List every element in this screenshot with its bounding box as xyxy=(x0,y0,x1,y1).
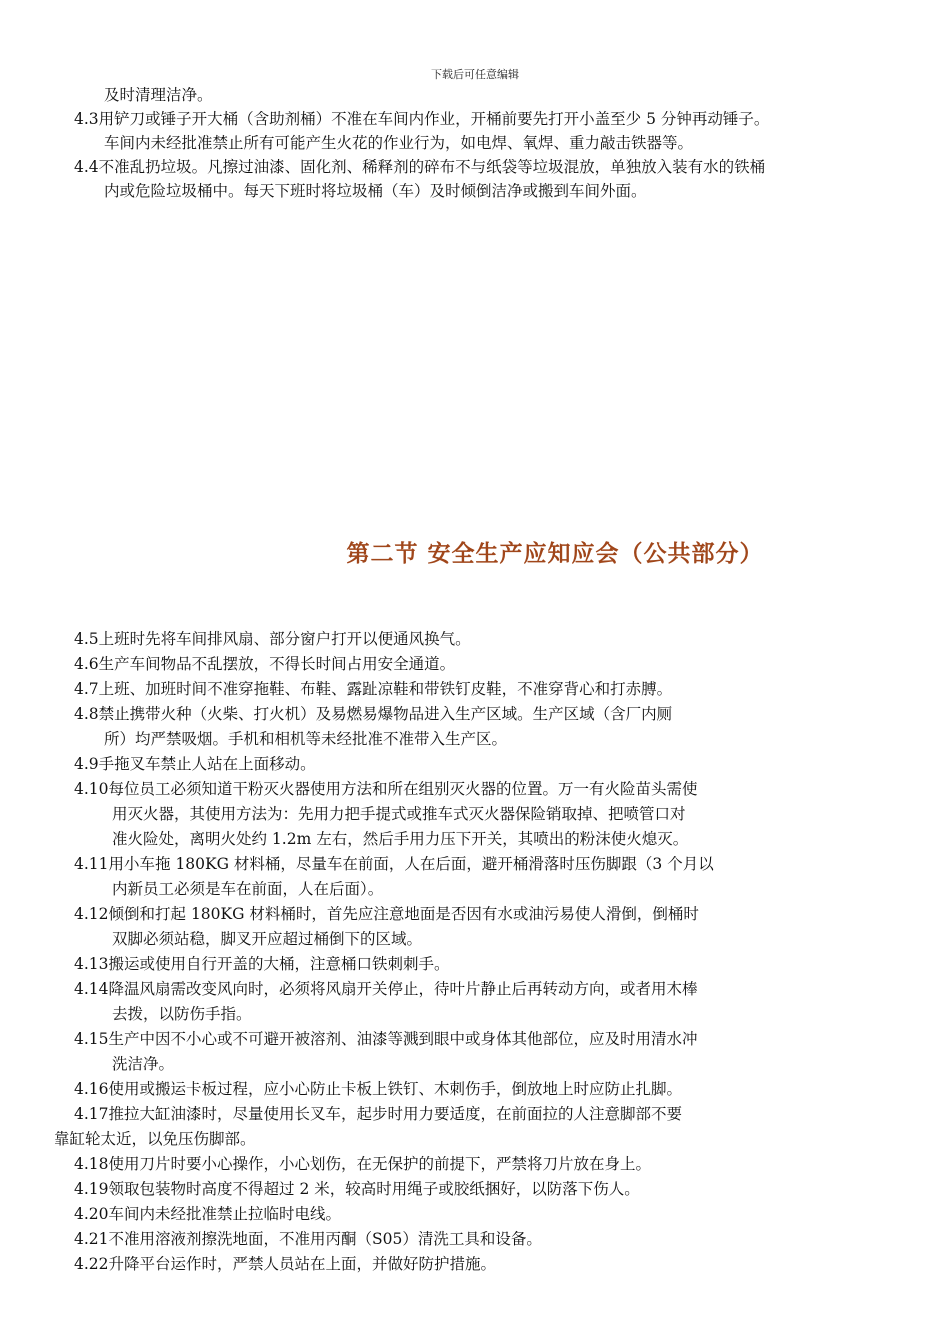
paragraph-line: 车间内未经批准禁止所有可能产生火花的作业行为，如电焊、氧焊、重力敲击铁器等。 xyxy=(104,134,694,152)
list-item xyxy=(74,952,450,976)
paragraph-line: 准火险处，离明火处约 1.2m 左右，然后手用力压下开关，其喷出的粉沫使火熄灭。 xyxy=(112,830,689,848)
item-text: 生产中因不小心或不可避开被溶剂、油漆等溅到眼中或身体其他部位，应及时用清水冲 xyxy=(108,1030,698,1048)
item-text: 禁止携带火种（火柴、打火机）及易燃易爆物品进入生产区域。生产区域（含厂内厕 xyxy=(98,705,673,723)
list-item xyxy=(74,1152,651,1176)
item-number: 4.15 xyxy=(74,1030,109,1048)
list-item xyxy=(74,1252,496,1276)
item-number: 4.10 xyxy=(74,780,109,798)
list-item xyxy=(74,107,769,131)
item-text: 不准乱扔垃圾。凡擦过油漆、固化剂、稀释剂的碎布不与纸袋等垃圾混放，单独放入装有水的铁桶 xyxy=(98,158,766,176)
item-number: 4.7 xyxy=(74,680,99,698)
item-number: 4.9 xyxy=(74,755,99,773)
paragraph-line: 靠缸轮太近，以免压伤脚部。 xyxy=(54,1130,256,1148)
list-item xyxy=(74,777,698,801)
item-number: 4.13 xyxy=(74,955,109,973)
item-text: 每位员工必须知道干粉灭火器使用方法和所在组别灭火器的位置。万一有火险苗头需使 xyxy=(108,780,698,798)
paragraph-line: 洗洁净。 xyxy=(112,1055,175,1073)
list-item xyxy=(74,977,698,1001)
list-item xyxy=(74,1227,542,1251)
item-number: 4.14 xyxy=(74,980,109,998)
paragraph-line: 内新员工必须是车在前面，人在后面）。 xyxy=(112,880,384,898)
item-text: 用小车拖 180KG 材料桶，尽量车在前面，人在后面，避开桶滑落时压伤脚跟（3 个月以 xyxy=(108,855,714,873)
list-item xyxy=(74,1177,640,1201)
item-number: 4.8 xyxy=(74,705,99,723)
item-text: 领取包装物时高度不得超过 2 米，较高时用绳子或胶纸捆好，以防落下伤人。 xyxy=(108,1180,640,1198)
item-number: 4.11 xyxy=(74,855,109,873)
item-number: 4.18 xyxy=(74,1155,109,1173)
list-item xyxy=(74,902,699,926)
paragraph-line: 双脚必须站稳，脚叉开应超过桶倒下的区域。 xyxy=(112,930,423,948)
item-text: 手拖叉车禁止人站在上面移动。 xyxy=(98,755,316,773)
item-text: 推拉大缸油漆时，尽量使用长叉车，起步时用力要适度，在前面拉的人注意脚部不要 xyxy=(108,1105,683,1123)
item-text: 上班、加班时间不准穿拖鞋、布鞋、露趾凉鞋和带铁钉皮鞋，不准穿背心和打赤膊。 xyxy=(98,680,673,698)
item-text: 倾倒和打起 180KG 材料桶时，首先应注意地面是否因有水或油污易使人滑倒，倒桶时 xyxy=(108,905,699,923)
paragraph-line: 用灭火器，其使用方法为：先用力把手提式或推车式灭火器保险销取掉、把喷管口对 xyxy=(112,805,686,823)
page-header: 下载后可任意编辑 xyxy=(431,68,519,81)
item-number: 4.12 xyxy=(74,905,109,923)
paragraph-line: 所）均严禁吸烟。手机和相机等未经批准不准带入生产区。 xyxy=(104,730,508,748)
list-item xyxy=(74,677,672,701)
item-number: 4.5 xyxy=(74,630,99,648)
list-item xyxy=(74,1027,698,1051)
item-number: 4.6 xyxy=(74,655,99,673)
item-text: 使用刀片时要小心操作，小心划伤，在无保护的前提下，严禁将刀片放在身上。 xyxy=(108,1155,652,1173)
item-text: 不准用溶液剂擦洗地面，不准用丙酮（S05）清洗工具和设备。 xyxy=(108,1230,542,1248)
paragraph-line: 及时清理洁净。 xyxy=(104,86,213,104)
list-item xyxy=(74,627,471,651)
item-number: 4.16 xyxy=(74,1080,109,1098)
list-item xyxy=(74,155,765,179)
list-item xyxy=(74,752,316,776)
item-text: 用铲刀或锤子开大桶（含助剂桶）不准在车间内作业，开桶前要先打开小盖至少 5 分钟再动锤子。 xyxy=(98,110,770,128)
list-item xyxy=(74,1102,682,1126)
list-item xyxy=(74,1077,682,1101)
paragraph-line: 去拨，以防伤手指。 xyxy=(112,1005,252,1023)
item-number: 4.17 xyxy=(74,1105,109,1123)
item-number: 4.19 xyxy=(74,1180,109,1198)
list-item xyxy=(74,852,714,876)
item-number: 4.3 xyxy=(74,110,99,128)
list-item xyxy=(74,702,672,726)
item-text: 生产车间物品不乱摆放，不得长时间占用安全通道。 xyxy=(98,655,456,673)
item-text: 搬运或使用自行开盖的大桶，注意桶口铁刺刺手。 xyxy=(108,955,450,973)
item-text: 上班时先将车间排风扇、部分窗户打开以便通风换气。 xyxy=(98,630,471,648)
item-number: 4.21 xyxy=(74,1230,109,1248)
item-text: 使用或搬运卡板过程，应小心防止卡板上铁钉、木刺伤手，倒放地上时应防止扎脚。 xyxy=(108,1080,683,1098)
section-title: 第二节 安全生产应知应会（公共部分） xyxy=(346,540,764,567)
item-text: 车间内未经批准禁止拉临时电线。 xyxy=(108,1205,342,1223)
list-item xyxy=(74,1202,341,1226)
item-number: 4.22 xyxy=(74,1255,109,1273)
item-text: 升降平台运作时，严禁人员站在上面，并做好防护措施。 xyxy=(108,1255,497,1273)
list-item xyxy=(74,652,455,676)
item-text: 降温风扇需改变风向时，必须将风扇开关停止，待叶片静止后再转动方向，或者用木棒 xyxy=(108,980,698,998)
item-number: 4.4 xyxy=(74,158,99,176)
paragraph-line: 内或危险垃圾桶中。每天下班时将垃圾桶（车）及时倾倒洁净或搬到车间外面。 xyxy=(104,182,647,200)
item-number: 4.20 xyxy=(74,1205,109,1223)
